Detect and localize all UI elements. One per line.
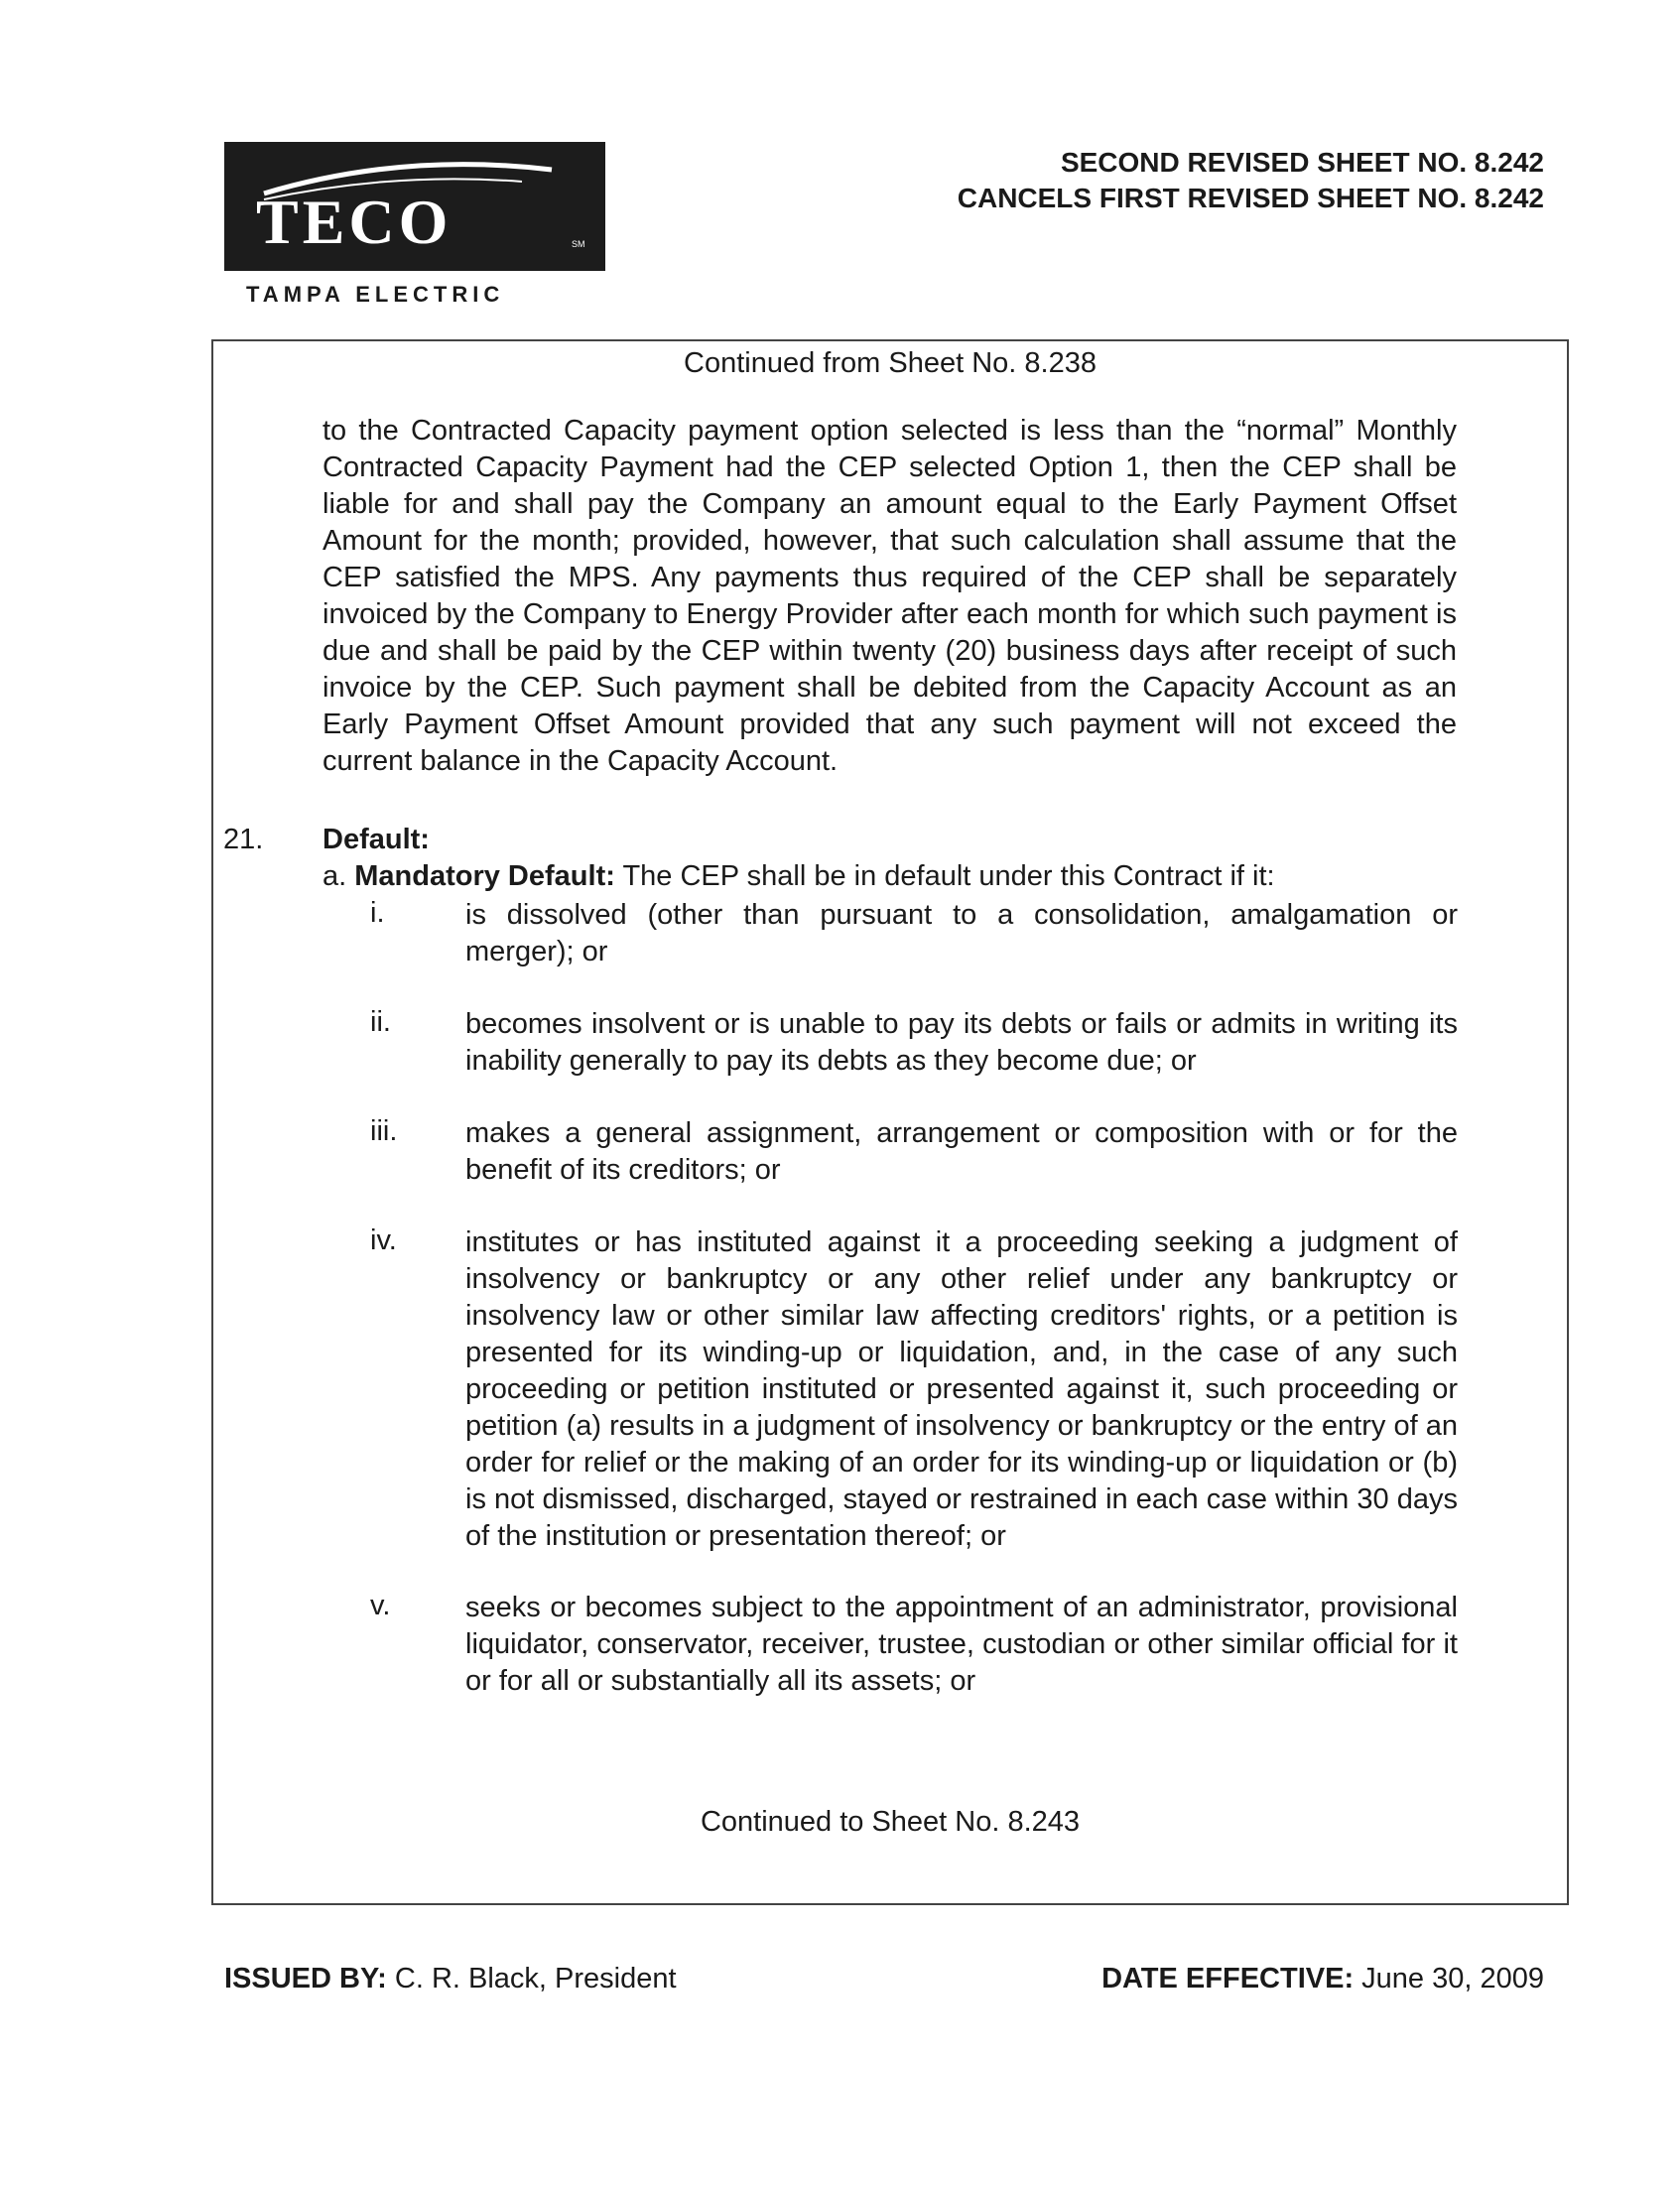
content-box (211, 339, 1569, 1905)
subsection-a (323, 860, 1275, 893)
subsection-letter: a. (323, 860, 347, 892)
cancels-sheet: CANCELS FIRST REVISED SHEET NO. 8.242 (957, 183, 1544, 213)
issued-by-label: ISSUED BY: (224, 1963, 387, 1994)
logo-sm-mark: SM (572, 239, 585, 249)
teco-logo-mark (224, 142, 605, 271)
section-number: 21. (223, 824, 264, 855)
issued-by (224, 1963, 677, 1995)
subsection-title: Mandatory Default: (354, 860, 615, 892)
item-number: v. (370, 1590, 391, 1621)
item-number: iv. (370, 1224, 397, 1256)
item-number: ii. (370, 1006, 391, 1038)
logo-text: TECO (256, 187, 452, 257)
section-title: Default: (323, 824, 430, 855)
logo-subtitle: TAMPA ELECTRIC (246, 282, 505, 307)
sheet-number: SECOND REVISED SHEET NO. 8.242 (1060, 147, 1544, 178)
continued-to: Continued to Sheet No. 8.243 (700, 1806, 1081, 1838)
intro-paragraph: to the Contracted Capacity payment option selected is less than the “normal” Monthly Contracted Capacity Payment had the CEP selected Option 1, then the CEP shall be liable for and shall pay the Company an amount equal to the Early Payment Offset Amount for the month; provided, however, that such calculation shall assume that the CEP satisfied the MPS. Any payments thus required of the CEP shall be separately invoiced by the Company to Energy Provider after each month for which such payment is due and shall be paid by the CEP within twenty (20) business days after receipt of such invoice by the CEP. Such payment shall be debited from the Capacity Account as an Early Payment Offset Amount provided that any such payment will not exceed the current balance in the Capacity Account. (323, 415, 1457, 777)
item-number: iii. (370, 1115, 398, 1147)
continued-from: Continued from Sheet No. 8.238 (684, 347, 1097, 379)
item-text: is dissolved (other than pursuant to a consolidation, amalgamation or merger); or (465, 899, 1458, 967)
item-text: makes a general assignment, arrangement or composition with or for the benefit of its creditors; or (465, 1117, 1458, 1186)
date-effective-label: DATE EFFECTIVE: (1101, 1963, 1355, 1994)
item-text: becomes insolvent or is unable to pay its debts or fails or admits in writing its inability generally to pay its debts as they become due; or (465, 1008, 1458, 1077)
item-text: institutes or has instituted against it a proceeding seeking a judgment of insolvency or bankruptcy or any other relief under any bankruptcy or insolvency law or other similar law affecting creditors' rights, or a petition is presented for its winding-up or liquidation, and, in the case of any such proceeding or petition instituted or presented against it, such proceeding or petition (a) results in a judgment of insolvency or bankruptcy or the entry of an order for relief or the making of an order for its winding-up or liquidation or (b) is not dismissed, discharged, stayed or restrained in each case within 30 days of the institution or presentation thereof; or (465, 1226, 1458, 1552)
item-text: seeks or becomes subject to the appointment of an administrator, provisional liquidator, conservator, receiver, trustee, custodian or other similar official for it or for all or substantially all its assets; or (465, 1592, 1458, 1697)
item-number: i. (370, 897, 385, 929)
teco-logo (224, 142, 605, 271)
subsection-text: The CEP shall be in default under this Contract if it: (622, 860, 1275, 892)
sheet-header (958, 145, 1544, 216)
date-effective (1101, 1963, 1544, 1995)
issued-by-value: C. R. Black, President (394, 1963, 677, 1994)
date-effective-value: June 30, 2009 (1361, 1963, 1544, 1994)
